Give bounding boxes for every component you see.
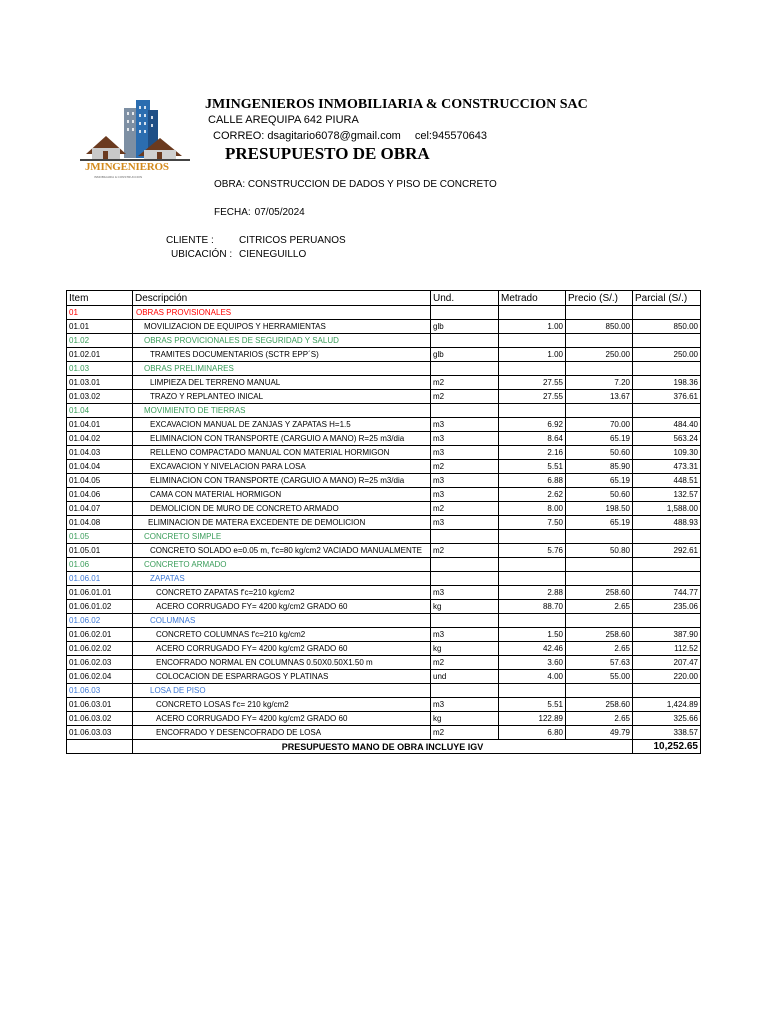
table-row: [67, 376, 701, 390]
cell-descripcion: CONCRETO LOSAS f'c= 210 kg/cm2: [133, 698, 431, 712]
document-title: PRESUPUESTO DE OBRA: [225, 144, 430, 163]
cell-und: m2: [431, 460, 499, 474]
cell-descripcion: ENCOFRADO Y DESENCOFRADO DE LOSA: [133, 726, 431, 740]
logo-wordmark-text: JMINGENIEROS: [85, 161, 169, 173]
cell-item: 01.06.03.02: [67, 712, 133, 726]
cell-metrado: [499, 404, 566, 418]
total-row: [67, 740, 701, 754]
obra-line: OBRA: CONSTRUCCION DE DADOS Y PISO DE CONCRETO: [214, 179, 497, 190]
section-row: [67, 530, 701, 544]
fecha-line: [214, 207, 305, 218]
section-row: [67, 614, 701, 628]
cell-precio: 70.00: [566, 418, 633, 432]
cell-parcial: 1,588.00: [633, 502, 701, 516]
cell-metrado: 2.16: [499, 446, 566, 460]
cell-und: [431, 334, 499, 348]
cell-parcial: [633, 404, 701, 418]
cell-parcial: 488.93: [633, 516, 701, 530]
cell-item: 01.01: [67, 320, 133, 334]
cell-descripcion: COLUMNAS: [133, 614, 431, 628]
cell-und: m2: [431, 726, 499, 740]
cell-und: m2: [431, 656, 499, 670]
cell-precio: [566, 530, 633, 544]
cell-precio: [566, 306, 633, 320]
cell-precio: 258.60: [566, 698, 633, 712]
building-logo-icon: [80, 96, 190, 166]
cell-und: [431, 306, 499, 320]
cell-precio: 2.65: [566, 600, 633, 614]
cell-descripcion: LIMPIEZA DEL TERRENO MANUAL: [133, 376, 431, 390]
cell-und: m3: [431, 698, 499, 712]
cell-item: 01.06.02.01: [67, 628, 133, 642]
cell-und: m2: [431, 390, 499, 404]
cell-und: m2: [431, 502, 499, 516]
column-header-parcial: Parcial (S/.): [633, 291, 701, 306]
table-row: [67, 348, 701, 362]
cell-precio: [566, 334, 633, 348]
cell-item: 01.06.03: [67, 684, 133, 698]
cell-item: 01.03: [67, 362, 133, 376]
table-row: [67, 474, 701, 488]
cell-metrado: 1.50: [499, 628, 566, 642]
total-label: PRESUPUESTO MANO DE OBRA INCLUYE IGV: [133, 740, 633, 754]
section-row: [67, 404, 701, 418]
cell-metrado: 122.89: [499, 712, 566, 726]
cell-und: [431, 362, 499, 376]
cell-item: 01.04.08: [67, 516, 133, 530]
cell-descripcion: CONCRETO SOLADO e=0.05 m, f'c=80 kg/cm2 VACIADO MANUALMENTE: [133, 544, 431, 558]
cell-item: 01.04.02: [67, 432, 133, 446]
cell-precio: 850.00: [566, 320, 633, 334]
cell-item: 01.03.01: [67, 376, 133, 390]
column-header-descripcion: Descripción: [133, 291, 431, 306]
cell-parcial: [633, 306, 701, 320]
budget-table-body: [67, 306, 701, 740]
table-row: [67, 670, 701, 684]
cell-item: 01.05.01: [67, 544, 133, 558]
contact-line: [213, 130, 487, 142]
cell-item: 01: [67, 306, 133, 320]
cell-item: 01.06.02.02: [67, 642, 133, 656]
cell-parcial: 376.61: [633, 390, 701, 404]
fecha-label: FECHA:: [214, 207, 251, 218]
cell-descripcion: EXCAVACION MANUAL DE ZANJAS Y ZAPATAS H=1.5: [133, 418, 431, 432]
cell-precio: 65.19: [566, 516, 633, 530]
cell-metrado: 27.55: [499, 376, 566, 390]
table-row: [67, 320, 701, 334]
cell-precio: 50.80: [566, 544, 633, 558]
cell-descripcion: OBRAS PRELIMINARES: [133, 362, 431, 376]
table-row: [67, 712, 701, 726]
cell-parcial: [633, 614, 701, 628]
cell-parcial: 112.52: [633, 642, 701, 656]
total-value: 10,252.65: [633, 740, 701, 754]
cell-parcial: 220.00: [633, 670, 701, 684]
fecha-value: 07/05/2024: [254, 207, 305, 218]
table-row: [67, 432, 701, 446]
table-row: [67, 460, 701, 474]
column-header-und: Und.: [431, 291, 499, 306]
column-header-item: Item: [67, 291, 133, 306]
cell-item: 01.04.01: [67, 418, 133, 432]
cell-item: 01.04.04: [67, 460, 133, 474]
cell-parcial: [633, 530, 701, 544]
cell-und: m3: [431, 418, 499, 432]
cell-precio: 7.20: [566, 376, 633, 390]
cell-descripcion: CONCRETO ZAPATAS f'c=210 kg/cm2: [133, 586, 431, 600]
cell-metrado: 2.62: [499, 488, 566, 502]
cell-parcial: [633, 684, 701, 698]
cell-precio: 258.60: [566, 586, 633, 600]
table-row: [67, 488, 701, 502]
cell-item: 01.02: [67, 334, 133, 348]
cell-precio: 85.90: [566, 460, 633, 474]
cell-precio: [566, 572, 633, 586]
cell-metrado: [499, 334, 566, 348]
cell-precio: 65.19: [566, 432, 633, 446]
cell-und: kg: [431, 600, 499, 614]
table-row: [67, 600, 701, 614]
cell-und: m2: [431, 376, 499, 390]
cell-metrado: [499, 362, 566, 376]
cell-precio: 50.60: [566, 446, 633, 460]
company-name: JMINGENIEROS INMOBILIARIA & CONSTRUCCION SAC: [205, 97, 588, 112]
cell-metrado: 1.00: [499, 348, 566, 362]
cell-descripcion: ELIMINACION CON TRANSPORTE (CARGUIO A MANO) R=25 m3/dia: [133, 474, 431, 488]
cell-und: [431, 404, 499, 418]
cell-metrado: 4.00: [499, 670, 566, 684]
table-row: [67, 516, 701, 530]
cell-metrado: 5.76: [499, 544, 566, 558]
cell-parcial: 484.40: [633, 418, 701, 432]
cell-parcial: 448.51: [633, 474, 701, 488]
column-header-metrado: Metrado: [499, 291, 566, 306]
cell-metrado: 7.50: [499, 516, 566, 530]
cell-und: [431, 558, 499, 572]
cell-parcial: 109.30: [633, 446, 701, 460]
cell-descripcion: MOVILIZACION DE EQUIPOS Y HERRAMIENTAS: [133, 320, 431, 334]
cell-metrado: [499, 572, 566, 586]
table-row: [67, 642, 701, 656]
cell-descripcion: ACERO CORRUGADO FY= 4200 kg/cm2 GRADO 60: [133, 642, 431, 656]
cell-precio: [566, 614, 633, 628]
cell-und: m3: [431, 474, 499, 488]
cell-und: [431, 614, 499, 628]
cell-descripcion: TRAZO Y REPLANTEO INICAL: [133, 390, 431, 404]
cell-descripcion: ENCOFRADO NORMAL EN COLUMNAS 0.50X0.50X1.50 m: [133, 656, 431, 670]
cell-descripcion: RELLENO COMPACTADO MANUAL CON MATERIAL HORMIGON: [133, 446, 431, 460]
table-row: [67, 726, 701, 740]
cliente-label: CLIENTE :: [166, 235, 214, 246]
logo-wordmark: [85, 161, 169, 173]
cell-descripcion: LOSA DE PISO: [133, 684, 431, 698]
cell-parcial: 744.77: [633, 586, 701, 600]
email-text: CORREO: dsagitario6078@gmail.com: [213, 130, 401, 142]
table-row: [67, 656, 701, 670]
cell-precio: [566, 404, 633, 418]
cell-descripcion: CONCRETO SIMPLE: [133, 530, 431, 544]
cell-item: 01.04: [67, 404, 133, 418]
cell-parcial: 850.00: [633, 320, 701, 334]
cell-precio: 198.50: [566, 502, 633, 516]
cell-precio: [566, 362, 633, 376]
cell-parcial: 198.36: [633, 376, 701, 390]
phone-text: cel:945570643: [414, 130, 488, 142]
cell-item: 01.04.07: [67, 502, 133, 516]
cell-descripcion: COLOCACION DE ESPARRAGOS Y PLATINAS: [133, 670, 431, 684]
cell-item: 01.03.02: [67, 390, 133, 404]
cell-descripcion: CONCRETO ARMADO: [133, 558, 431, 572]
cell-precio: [566, 558, 633, 572]
company-address: CALLE AREQUIPA 642 PIURA: [208, 114, 359, 126]
cell-metrado: [499, 306, 566, 320]
cell-parcial: [633, 362, 701, 376]
cell-metrado: 88.70: [499, 600, 566, 614]
cell-metrado: 8.64: [499, 432, 566, 446]
cell-precio: 50.60: [566, 488, 633, 502]
table-row: [67, 628, 701, 642]
cell-precio: [566, 684, 633, 698]
cell-item: 01.06.02.04: [67, 670, 133, 684]
cell-und: [431, 684, 499, 698]
cell-parcial: 132.57: [633, 488, 701, 502]
table-row: [67, 698, 701, 712]
cell-item: 01.02.01: [67, 348, 133, 362]
cell-und: kg: [431, 642, 499, 656]
cell-descripcion: ACERO CORRUGADO FY= 4200 kg/cm2 GRADO 60: [133, 600, 431, 614]
cell-item: 01.06.03.03: [67, 726, 133, 740]
cell-descripcion: ELIMINACION CON TRANSPORTE (CARGUIO A MANO) R=25 m3/dia: [133, 432, 431, 446]
cell-parcial: [633, 572, 701, 586]
cell-und: m3: [431, 628, 499, 642]
cell-item: 01.05: [67, 530, 133, 544]
budget-table: [66, 290, 701, 754]
cell-parcial: 235.06: [633, 600, 701, 614]
cell-precio: 2.65: [566, 712, 633, 726]
section-row: [67, 334, 701, 348]
cell-und: m3: [431, 446, 499, 460]
cell-metrado: 3.60: [499, 656, 566, 670]
cell-descripcion: CONCRETO COLUMNAS f'c=210 kg/cm2: [133, 628, 431, 642]
cell-parcial: 250.00: [633, 348, 701, 362]
cell-precio: 55.00: [566, 670, 633, 684]
section-row: [67, 684, 701, 698]
cell-metrado: [499, 684, 566, 698]
cell-und: glb: [431, 348, 499, 362]
cell-parcial: 387.90: [633, 628, 701, 642]
cell-metrado: 5.51: [499, 698, 566, 712]
cell-metrado: 5.51: [499, 460, 566, 474]
cell-descripcion: CAMA CON MATERIAL HORMIGON: [133, 488, 431, 502]
cell-und: m2: [431, 544, 499, 558]
cell-item: 01.06.01: [67, 572, 133, 586]
cell-parcial: 563.24: [633, 432, 701, 446]
cell-metrado: 6.88: [499, 474, 566, 488]
cell-descripcion: ZAPATAS: [133, 572, 431, 586]
cell-item: 01.06.02.03: [67, 656, 133, 670]
section-row: [67, 306, 701, 320]
cell-metrado: 2.88: [499, 586, 566, 600]
cell-parcial: 1,424.89: [633, 698, 701, 712]
cell-parcial: 473.31: [633, 460, 701, 474]
cell-und: m3: [431, 586, 499, 600]
cell-und: [431, 572, 499, 586]
cell-und: und: [431, 670, 499, 684]
cell-item: 01.06.03.01: [67, 698, 133, 712]
cell-descripcion: OBRAS PROVISIONALES: [133, 306, 431, 320]
cell-item: 01.06.02: [67, 614, 133, 628]
cell-und: m3: [431, 432, 499, 446]
cell-und: glb: [431, 320, 499, 334]
total-spacer: [67, 740, 133, 754]
cell-metrado: 6.80: [499, 726, 566, 740]
cell-parcial: 338.57: [633, 726, 701, 740]
table-row: [67, 586, 701, 600]
cell-precio: 2.65: [566, 642, 633, 656]
cell-parcial: [633, 334, 701, 348]
cell-metrado: 42.46: [499, 642, 566, 656]
cell-item: 01.06.01.01: [67, 586, 133, 600]
cell-descripcion: ELIMINACION DE MATERA EXCEDENTE DE DEMOLICION: [133, 516, 431, 530]
cell-und: [431, 530, 499, 544]
column-header-precio: Precio (S/.): [566, 291, 633, 306]
logo-tagline: INMOBILIARIA & CONSTRUCCION: [94, 175, 143, 179]
cell-und: m3: [431, 488, 499, 502]
table-row: [67, 390, 701, 404]
cell-parcial: 292.61: [633, 544, 701, 558]
cell-parcial: 325.66: [633, 712, 701, 726]
cell-descripcion: MOVIMIENTO DE TIERRAS: [133, 404, 431, 418]
ubicacion-value: CIENEGUILLO: [239, 249, 307, 260]
section-row: [67, 572, 701, 586]
cell-item: 01.04.05: [67, 474, 133, 488]
cell-metrado: 8.00: [499, 502, 566, 516]
ubicacion-label: UBICACIÓN :: [171, 249, 233, 260]
cell-metrado: [499, 530, 566, 544]
table-header-row: [67, 291, 701, 306]
cell-item: 01.06.01.02: [67, 600, 133, 614]
cell-descripcion: TRAMITES DOCUMENTARIOS (SCTR EPP´S): [133, 348, 431, 362]
cell-und: kg: [431, 712, 499, 726]
cell-descripcion: ACERO CORRUGADO FY= 4200 kg/cm2 GRADO 60: [133, 712, 431, 726]
cell-metrado: [499, 558, 566, 572]
table-row: [67, 446, 701, 460]
table-row: [67, 418, 701, 432]
cell-precio: 65.19: [566, 474, 633, 488]
cell-parcial: [633, 558, 701, 572]
cell-metrado: 6.92: [499, 418, 566, 432]
cell-precio: 250.00: [566, 348, 633, 362]
section-row: [67, 362, 701, 376]
cell-item: 01.04.03: [67, 446, 133, 460]
section-row: [67, 558, 701, 572]
cell-metrado: 27.55: [499, 390, 566, 404]
cell-descripcion: DEMOLICION DE MURO DE CONCRETO ARMADO: [133, 502, 431, 516]
cell-item: 01.04.06: [67, 488, 133, 502]
cell-precio: 258.60: [566, 628, 633, 642]
table-row: [67, 502, 701, 516]
cell-precio: 57.63: [566, 656, 633, 670]
cliente-value: CITRICOS PERUANOS: [239, 235, 346, 246]
cell-precio: 49.79: [566, 726, 633, 740]
cell-metrado: 1.00: [499, 320, 566, 334]
cell-item: 01.06: [67, 558, 133, 572]
cell-und: m3: [431, 516, 499, 530]
cell-descripcion: EXCAVACION Y NIVELACION PARA LOSA: [133, 460, 431, 474]
cell-parcial: 207.47: [633, 656, 701, 670]
cell-metrado: [499, 614, 566, 628]
table-row: [67, 544, 701, 558]
cell-descripcion: OBRAS PROVICIONALES DE SEGURIDAD Y SALUD: [133, 334, 431, 348]
cell-precio: 13.67: [566, 390, 633, 404]
